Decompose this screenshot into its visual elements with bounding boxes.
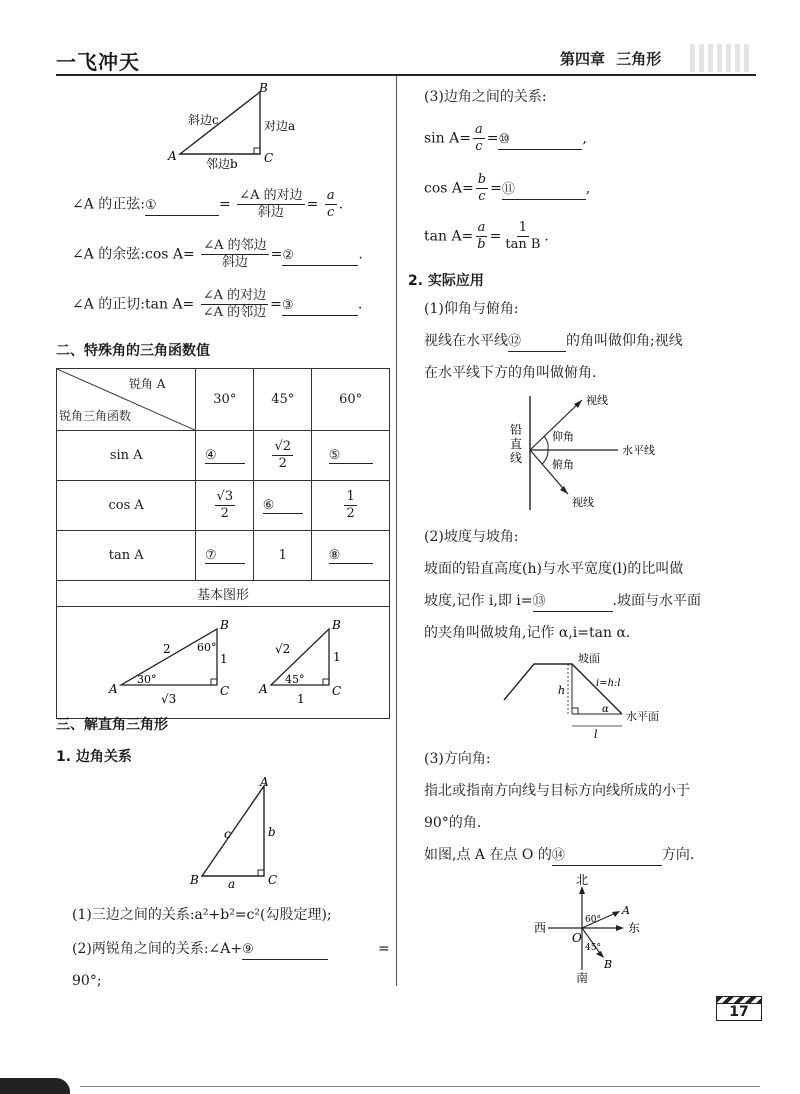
svg-text:C: C	[268, 873, 278, 887]
special-angle-table	[56, 368, 390, 719]
column-divider	[396, 76, 397, 986]
header	[0, 0, 800, 90]
svg-text:A: A	[109, 682, 118, 696]
blank-6: ⑥	[263, 498, 303, 514]
fn-cos: cos A	[57, 481, 196, 531]
svg-text:A: A	[622, 904, 630, 917]
svg-text:视线: 视线	[572, 496, 594, 509]
svg-text:h: h	[558, 684, 566, 697]
cos-definition: ∠A 的余弦:cos A= $\frac{\text{∠A 的邻边}}{\text{斜边}}$ =② .	[72, 238, 363, 270]
fn-tan: tan A	[57, 531, 196, 581]
triangle-45	[257, 617, 367, 711]
svg-text:l: l	[594, 728, 598, 740]
svg-text:30°: 30°	[137, 673, 157, 686]
blank-4: ④	[205, 448, 245, 464]
svg-text:仰角: 仰角	[552, 430, 574, 443]
svg-text:视线: 视线	[586, 394, 608, 407]
slope-title: (2)坡度与坡角:	[424, 529, 519, 545]
relation-2: (2)两锐角之间的关系:∠A+⑨	[72, 940, 328, 960]
svg-text:O: O	[572, 931, 582, 945]
svg-text:B: B	[332, 618, 341, 632]
slope-figure	[498, 650, 698, 740]
table-row: tan A ⑦ 1 ⑧	[57, 531, 390, 581]
brand-logo: 一飞冲天	[56, 50, 140, 74]
fn-sin: sin A	[57, 431, 196, 481]
subsection2-title: 2. 实际应用	[408, 273, 484, 289]
svg-text:西: 西	[534, 921, 547, 935]
label-opp: 对边a	[264, 119, 296, 133]
svg-text:a: a	[228, 877, 236, 891]
label-adj: 邻边b	[206, 157, 238, 171]
basic-figure-cell	[57, 607, 390, 719]
corner-shadow	[0, 1078, 70, 1094]
slope-text-2: 坡度,记作 i,即 i=⑬ .坡面与水平面	[424, 592, 701, 612]
direction-title: (3)方向角:	[424, 751, 491, 767]
tan-definition: ∠A 的正切:tan A= $\frac{\text{∠A 的对边}}{\text{∠A 的邻边}}$ =③ .	[72, 288, 363, 320]
elevation-text-1: 视线在水平线⑫ 的角叫做仰角;视线	[424, 332, 683, 352]
subsection1-title: 1. 边角关系	[56, 749, 132, 765]
section3-title: 三、解直角三角形	[56, 717, 168, 733]
svg-text:直: 直	[510, 437, 523, 451]
slope-text-3: 的夹角叫做坡角,记作 α,i=tan α.	[424, 625, 631, 641]
svg-text:A: A	[260, 776, 269, 789]
right-angle-mark	[254, 148, 260, 154]
triangle-30-60	[107, 617, 237, 711]
svg-text:C: C	[332, 684, 342, 698]
direction-text-2: 90°的角.	[424, 815, 482, 831]
svg-text:B: B	[220, 618, 229, 632]
slope-text-1: 坡面的铅直高度(h)与水平宽度(l)的比叫做	[424, 561, 684, 577]
corner-top: 锐角 A	[128, 377, 166, 391]
svg-text:线: 线	[510, 451, 523, 465]
header-decoration	[690, 44, 750, 72]
cosA-formula: cos A= $\frac{b}{c}$ =⑪ ,	[424, 172, 591, 204]
svg-text:铅: 铅	[510, 423, 523, 437]
svg-text:1: 1	[220, 652, 228, 666]
vertex-B: B	[259, 82, 268, 95]
svg-text:东: 东	[628, 921, 641, 935]
direction-text-1: 指北或指南方向线与目标方向线所成的小于	[424, 783, 690, 799]
svg-text:坡面: 坡面	[578, 652, 600, 665]
table-row: cos A $\frac{√3}{2}$ ⑥ $\frac{1}{2}$	[57, 481, 390, 531]
elevation-title: (1)仰角与俯角:	[424, 301, 519, 317]
page-number-badge	[716, 996, 762, 1026]
svg-text:南: 南	[576, 971, 589, 984]
table-corner	[57, 369, 196, 431]
sin-definition: ∠A 的正弦:① = $\frac{\text{∠A 的对边}}{\text{斜边}}$ = $\frac{a}{c}$ .	[72, 188, 344, 220]
sinA-formula: sin A= $\frac{a}{c}$ =⑩ ,	[424, 122, 587, 154]
svg-text:B: B	[604, 958, 613, 971]
blank-5: ⑤	[329, 448, 373, 464]
page-badge-stripes	[716, 996, 762, 1004]
blank-8: ⑧	[329, 548, 373, 564]
angle-45-header: 45°	[254, 369, 312, 431]
svg-text:1: 1	[297, 692, 305, 706]
tanA-formula: tan A= $\frac{a}{b}$ = $\frac{1}{\text{tan B}}$ .	[424, 220, 549, 252]
svg-text:b: b	[268, 825, 276, 839]
relation-3-title: (3)边角之间的关系:	[424, 89, 547, 105]
svg-text:45°: 45°	[585, 943, 601, 953]
svg-text:c: c	[224, 827, 231, 841]
direction-text-3: 如图,点 A 在点 O 的⑭ 方向.	[424, 846, 694, 866]
svg-text:俯角: 俯角	[552, 458, 574, 471]
elevation-text-2: 在水平线下方的角叫做俯角.	[424, 365, 597, 381]
label-hyp: 斜边c	[188, 113, 219, 127]
footer-rule	[80, 1086, 760, 1087]
angle-30-header: 30°	[196, 369, 254, 431]
svg-text:A: A	[259, 682, 268, 696]
table-row: sin A ④ $\frac{√2}{2}$ ⑤	[57, 431, 390, 481]
corner-bottom: 锐角三角函数	[59, 409, 132, 423]
chapter-title: 第四章 三角形	[560, 50, 662, 68]
svg-text:水平线: 水平线	[622, 444, 655, 457]
section2-title: 二、特殊角的三角函数值	[56, 343, 210, 359]
svg-text:C: C	[220, 684, 230, 698]
triangle-figure-1	[160, 82, 320, 174]
svg-text:B: B	[190, 873, 199, 887]
relation-2-eq: =	[378, 941, 390, 957]
relation-1: (1)三边之间的关系:a²+b²=c²(勾股定理);	[72, 907, 332, 923]
svg-text:60°: 60°	[197, 641, 217, 654]
svg-text:√3: √3	[161, 692, 177, 706]
svg-text:α: α	[602, 704, 609, 715]
svg-text:2: 2	[163, 642, 171, 656]
svg-text:1: 1	[333, 650, 341, 664]
relation-2-end: 90°;	[72, 973, 102, 989]
vertex-C: C	[264, 151, 274, 165]
blank-7: ⑦	[205, 548, 245, 564]
triangle-figure-2	[180, 776, 290, 892]
svg-text:45°: 45°	[285, 673, 305, 686]
svg-text:i=h:l: i=h:l	[596, 678, 621, 689]
angle-60-header: 60°	[312, 369, 390, 431]
svg-text:√2: √2	[275, 642, 291, 656]
svg-text:北: 北	[576, 873, 589, 887]
vertex-A: A	[168, 149, 177, 163]
compass-figure	[530, 872, 650, 984]
svg-text:60°: 60°	[585, 915, 601, 925]
elevation-figure	[500, 388, 700, 518]
svg-text:水平面: 水平面	[626, 710, 659, 723]
page-number: 17	[716, 1004, 762, 1021]
header-rule	[56, 74, 756, 76]
basic-figure-label: 基本图形	[57, 581, 390, 607]
